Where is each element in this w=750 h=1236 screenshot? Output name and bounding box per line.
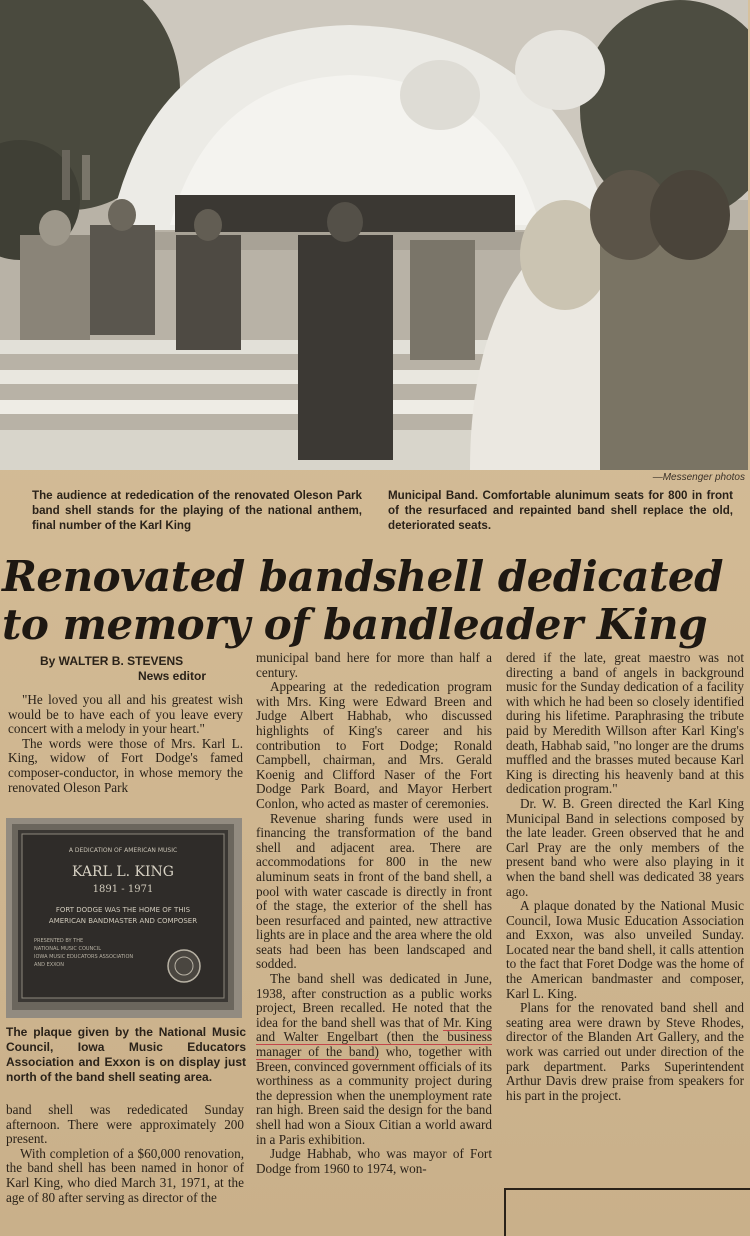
plaque-illustration: [6, 818, 242, 1018]
plaque-photo: [6, 818, 242, 1018]
paragraph: dered if the late, great maestro was not directing a band of angels in background music for the Sunday dedication of a facility with which he had been so closely identified during his lifetime. Paraphrasing the tribute paid by Meredith Willson after Karl King's death, Habhab said, "no longer are the drums muffled and the brasses muted because Karl King is directing his heavenly band at this dedication program.": [506, 650, 744, 797]
plaque-line-1: FORT DODGE WAS THE HOME OF THIS: [55, 906, 191, 914]
paragraph: A plaque donated by the National Music Council, Iowa Music Education Association and Exxon, was also unveiled Sunday. Located near the band shell, it calls attention to the fact that Foret Dodge was the home of the American bandmaster and composer, Karl L. King.: [506, 898, 744, 1001]
headline-line-1: Renovated bandshell dedicated: [2, 552, 724, 601]
plaque-presented-4: AND EXXON: [34, 962, 64, 968]
photo-caption-left: The audience at rededication of the renovated Oleson Park band shell stands for the playing of the national anthem, final number of the Karl King: [32, 489, 362, 532]
photo-credit: —Messenger photos: [652, 472, 745, 483]
paragraph: Dr. W. B. Green directed the Karl King Municipal Band in selections composed by the late leader. Green observed that he and Carl Pray are the only members of the present band who were also playing in it when the band shell was dedicated 38 years ago.: [506, 795, 744, 899]
plaque-presented-1: PRESENTED BY THE: [34, 938, 84, 944]
paragraph: [256, 972, 492, 1147]
byline: [40, 654, 240, 684]
paragraph: With completion of a $60,000 renovation, the band shell has been named in honor of Karl King, who died March 31, 1971, at the age of 80 after serving as director of the: [6, 1145, 244, 1205]
article-column-3: [506, 651, 744, 1103]
bandshell-audience-illustration: [0, 0, 748, 470]
paragraph-part: The band shell was dedicated in June, 1938, after construction as a public works project, Breen recalled. He noted that the idea for the band shell was that of: [256, 971, 492, 1030]
bandshell-photo: [0, 0, 748, 470]
byline-role: News editor: [137, 669, 206, 683]
paragraph: "He loved you all and his greatest wish would be to have each of you leave every concert with a melody in your heart.": [8, 692, 243, 737]
photo-caption-right: Municipal Band. Comfortable alunimum seats for 800 in front of the resurfaced and repainted band shell replace the old, deteriorated seats.: [388, 489, 733, 532]
plaque-seal-icon: [168, 950, 200, 982]
plaque-header: A DEDICATION OF AMERICAN MUSIC: [68, 847, 178, 854]
plaque-name: KARL L. KING: [72, 864, 174, 880]
paragraph: Appearing at the rededication program with Mrs. King were Edward Breen and Judge Albert Habhab, who discussed highlights of King's career and his contribution to Fort Dodge; Ronald Campbell, chairman, and Mrs. Gerald Koenig and Clifford Naser of the Fort Dodge Park Board, and Mayor Herbert Conlon, who acted as master of ceremonies.: [256, 679, 492, 811]
byline-author: By WALTER B. STEVENS: [40, 654, 184, 668]
plaque-line-2: AMERICAN BANDMASTER AND COMPOSER: [48, 917, 198, 925]
article-column-2: [256, 651, 492, 1176]
article-column-1-bottom: [6, 1103, 244, 1205]
paragraph-part: who, together with Breen, convinced government officials of its worthiness as a community project during the depression when the unemployment rate ran high. Breen said the design for the band shell had won a Sioux Citian a world award in a Paris exhibition.: [256, 1044, 492, 1147]
article-column-1-top: [8, 693, 243, 795]
paragraph: The words were those of Mrs. Karl L. King, widow of Fort Dodge's famed composer-conductor, in whose memory the renovated Oleson Park: [8, 735, 243, 795]
paragraph: band shell was rededicated Sunday afternoon. There were approximately 200 present.: [6, 1102, 244, 1147]
plaque-years: 1891 - 1971: [92, 884, 154, 895]
plaque-presented-3: IOWA MUSIC EDUCATORS ASSOCIATION: [34, 954, 134, 960]
headline-line-2: to memory of bandleader King: [2, 600, 708, 649]
paragraph: Judge Habhab, who was mayor of Fort Dodge from 1960 to 1974, won-: [256, 1146, 492, 1176]
paragraph: Plans for the renovated band shell and seating area were drawn by Steve Rhodes, director of the Blanden Art Gallery, and the work was carried out under direction of the park department. Parks Superintendent Arthur Davis drew praise from speakers for his part in the project.: [506, 1000, 744, 1103]
paragraph: municipal band here for more than half a century.: [256, 650, 492, 680]
red-underlined-text: Mr. King and Walter Engelbart (then the business manager of the band): [256, 1014, 493, 1060]
plaque-caption: The plaque given by the National Music Council, Iowa Music Educators Association and Exxon is on display just north of the band shell seating area.: [6, 1025, 246, 1084]
adjacent-box-border: [504, 1188, 750, 1236]
plaque-presented-2: NATIONAL MUSIC COUNCIL: [34, 946, 102, 952]
paragraph: Revenue sharing funds were used in financing the transformation of the band shell and adjacent area. There are accommodations for 800 in the new aluminum seats in front of the band shell, a pool with water cascade is directly in front of the stage, the exterior of the shell has been resurfaced and painted, new attractive lights are in place and the area where the old seats had been has been landscaped and sodded.: [256, 810, 492, 972]
